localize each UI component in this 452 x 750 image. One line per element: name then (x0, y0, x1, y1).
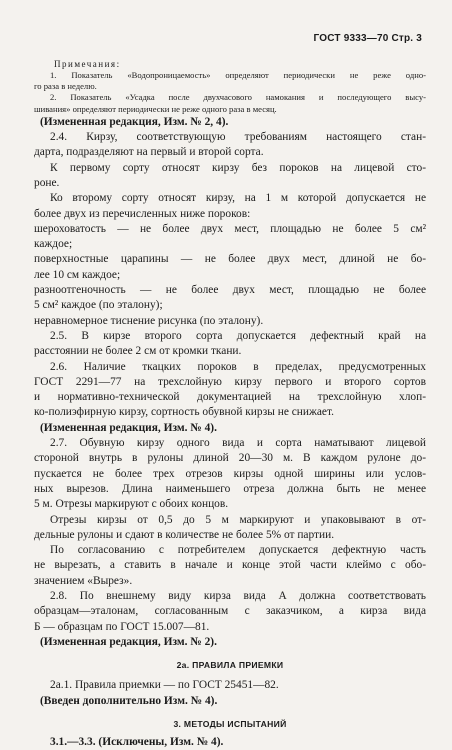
clause-2a-1: 2а.1. Правила приемки — по ГОСТ 25451—82. (50, 679, 279, 692)
second-grade-line-2: более двух из перечисленных ниже пороков: (34, 207, 251, 220)
agreement-line-3: значением «Вырез». (34, 574, 133, 587)
clause-2-8-line-2: образцам—эталонам, согласованным с заказчиком, а кирза вида (34, 605, 426, 618)
page-header: ГОСТ 9333—70 Стр. 3 (313, 33, 422, 44)
agreement-line-2: не вырезать, а ставить в начале и конце этой части клеймо с обо- (34, 559, 426, 572)
note-1-line-2: го раза в неделю. (34, 81, 97, 92)
second-grade-line-1: Ко второму сорту относят кирзу, на 1 м которой допускается не (50, 192, 426, 205)
clause-2-7-line-4: ных вырезов. Длина наименьшего отреза должна быть не менее (34, 482, 426, 495)
first-grade-line-2: роне. (34, 177, 60, 189)
defect-scratches-line-2: лее 10 см каждое; (34, 268, 121, 281)
clause-2-7-line-1: 2.7. Обувную кирзу одного вида и сорта наматывают лицевой (50, 437, 426, 450)
edit-note-2: (Измененная редакция, Изм. № 4). (40, 421, 217, 434)
clause-2-5-line-2: расстоянии не более 2 см от кромки ткани. (34, 345, 242, 358)
clause-2-7-line-5: 5 м. Отрезы маркируют с обоих концов. (34, 498, 229, 511)
edit-note-3: (Измененная редакция, Изм. № 2). (40, 635, 217, 648)
clause-2-5-line-1: 2.5. В кирзе второго сорта допускается дефектный край на (50, 329, 426, 342)
defect-embossing: неравномерное тиснение рисунка (по эталону). (34, 314, 264, 327)
clause-2-7-line-3: пускается не более трех отрезов кирзы одной ширины или услов- (34, 467, 426, 480)
defect-roughness-line-2: каждое; (34, 238, 73, 251)
defect-shade-line-1: разноотгеночность — не более двух мест, площадью не более (34, 284, 426, 297)
note-2-line-2: шивания» определяют периодически не реже одного раза в месяц. (34, 103, 277, 114)
defect-roughness-line-1: шероховатость — не более двух мест, площадью не более 5 см² (34, 222, 426, 235)
first-grade-line-1: К первому сорту относят кирзу без пороков на лицевой сто- (50, 161, 426, 174)
cuts-line-1: Отрезы кирзы от 0,5 до 5 м маркируют и упаковывают в от- (50, 513, 426, 526)
notes-title: Примечания: (54, 59, 121, 69)
clause-2-7-line-2: стороной внутрь в рулоны длиной 20—30 м. В каждом рулоне до- (34, 452, 426, 465)
defect-scratches-line-1: поверхностные царапины — не более двух мест, длиной не бо- (34, 253, 426, 266)
note-1-line-1: 1. Показатель «Водопроницаемость» определяют периодически не реже одно- (50, 70, 426, 80)
clause-2-6-line-3: и нормативно-технической документацией на трехслойную хлоп- (34, 391, 426, 404)
cuts-line-2: дельные рулоны и сдают в количестве не более 5% от партии. (34, 528, 335, 541)
edit-note-1: (Измененная редакция, Изм. № 2, 4). (40, 115, 229, 128)
clauses-3-1-3-3: 3.1.—3.3. (Исключены, Изм. № 4). (50, 735, 224, 748)
clause-2-4-line-2: дарта, подразделяют на первый и второй сорта. (34, 146, 264, 159)
agreement-line-1: По согласованию с потребителем допускается дефектную часть (50, 544, 426, 557)
clause-2-6-line-1: 2.6. Наличие ткацких пороков в пределах, предусмотренных (50, 360, 426, 373)
edit-note-4: (Введен дополнительно Изм. № 4). (40, 694, 218, 707)
clause-2-8-line-3: Б — образцам по ГОСТ 15.007—81. (34, 620, 210, 633)
section-3-heading: 3. МЕТОДЫ ИСПЫТАНИЙ (173, 718, 287, 729)
clause-2-8-line-1: 2.8. По внешнему виду кирза вида А должна соответствовать (50, 590, 426, 603)
clause-2-4-line-1: 2.4. Кирзу, соответствующую требованиям настоящего стан- (50, 131, 426, 144)
page-content (34, 58, 426, 750)
clause-2-6-line-2: ГОСТ 2291—77 на трехслойную кирзу первого и второго сортов (34, 375, 426, 388)
defect-shade-line-2: 5 см² каждое (по эталону); (34, 299, 163, 312)
note-2-line-1: 2. Показатель «Усадка после двухчасового намокания и последующего высу- (50, 92, 426, 103)
clause-2-6-line-4: ко-полиэфирную кирзу, сортность обувной кирзы не снижает. (34, 406, 334, 419)
section-2a-heading: 2а. ПРАВИЛА ПРИЕМКИ (176, 660, 284, 671)
